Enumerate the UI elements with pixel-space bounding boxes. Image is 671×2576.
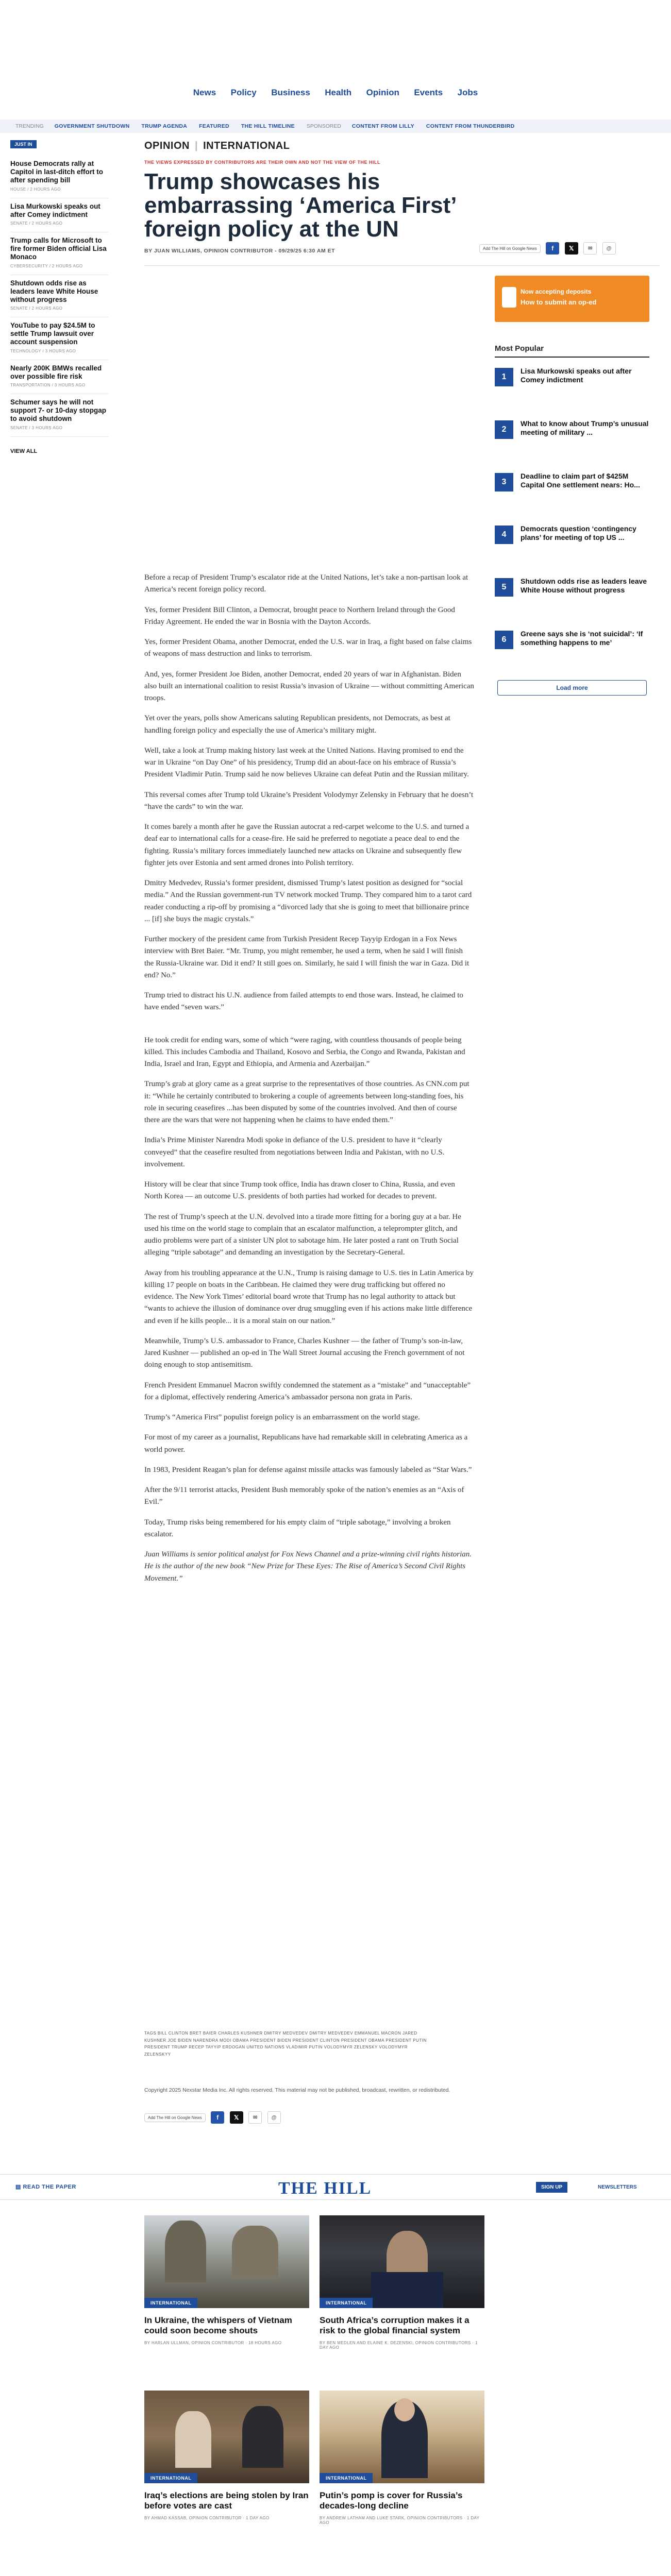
op-ed-promo[interactable] — [495, 276, 649, 322]
most-popular-item[interactable] — [495, 471, 649, 507]
paragraph: And, yes, former President Joe Biden, another Democrat, ended 20 years of war in Afghanistan. Biden also built an international coalition to resist Russia’s invasion of Ukraine — without committing American troops. — [144, 670, 474, 702]
trending-item[interactable]: GOVERNMENT SHUTDOWN — [54, 123, 130, 129]
story-image[interactable] — [144, 2215, 309, 2308]
paragraph: Yes, former President Obama, another Democrat, ended the U.S. war in Iraq, a fight based on false claims of weapons of mass destruction and links to terrorism. — [144, 638, 472, 658]
paragraph: After the 9/11 terrorist attacks, President Bush memorably spoke of the nation’s enemies as an “Axis of Evil.” — [144, 1486, 464, 1506]
breadcrumb-section[interactable]: OPINION — [144, 140, 190, 151]
most-popular-link[interactable]: Deadline to claim part of $425M Capital One settlement nears: Ho... — [521, 472, 640, 489]
newspaper-icon: ▤ — [15, 2184, 23, 2190]
story-image[interactable] — [144, 2391, 309, 2483]
tags-list[interactable]: TAGS BILL CLINTON BRET BAIER CHARLES KUSHNER DMITRY MEDVEDEV DMITRY MEDVEDEV EMMANUEL MACRON JARED KUSHNER JOE BIDEN NARENDRA MODI OBAMA PRESIDENT BIDEN PRESIDENT CLINTON PRESIDENT OBAMA PRESIDENT PUTIN PRESIDENT TRUMP RECEP TAYYIP ERDOGAN UNITED NATIONS VLADIMIR PUTIN VOLODYMYR ZELENSKY VOLODYMYR ZELENSKYY — [144, 2031, 427, 2057]
rank-number: 1 — [495, 368, 513, 386]
divider — [144, 265, 660, 266]
rail-item[interactable] — [10, 275, 108, 318]
story-title[interactable]: Putin’s pomp is cover for Russia’s decades-long decline — [320, 2490, 463, 2511]
story-badge: INTERNATIONAL — [144, 2473, 197, 2483]
page-title: Trump showcases his embarrassing ‘America First’ foreign policy at the UN — [144, 169, 456, 242]
read-paper-label: READ THE PAPER — [23, 2184, 76, 2190]
sms-share-icon[interactable]: ✉ — [583, 242, 597, 255]
rail-item-title[interactable]: House Democrats rally at Capitol in last-ditch effort to after spending bill — [10, 160, 103, 184]
trending-label: TRENDING — [15, 123, 44, 129]
story-photo-shape — [394, 2398, 415, 2421]
rail-item-meta: TECHNOLOGY / 3 HOURS AGO — [10, 348, 76, 353]
paragraph: It comes barely a month after he gave the Russian autocrat a red-carpet welcome to the U.S. and turned a deaf ear to international calls for a cease-fire. He said he preferred to negotiate a peace deal to end the fighting. Russia’s military forces immediately launched new attacks on Ukraine and subsequently flew fighter jets over Estonia and sent armed drones into Polish territory. — [144, 823, 469, 867]
email-share-icon[interactable]: @ — [602, 242, 616, 255]
story-image[interactable] — [320, 2215, 484, 2308]
opinion-disclaimer: THE VIEWS EXPRESSED BY CONTRIBUTORS ARE THEIR OWN AND NOT THE VIEW OF THE HILL — [144, 160, 381, 165]
story-meta: BY BEN MEDLEN AND ELAINE K. DEZENSKI, OPINION CONTRIBUTORS · 1 DAY AGO — [320, 2340, 478, 2350]
breadcrumb-subsection[interactable]: INTERNATIONAL — [203, 140, 290, 151]
story-badge: INTERNATIONAL — [320, 2473, 373, 2483]
story-card[interactable] — [320, 2215, 484, 2350]
trending-item[interactable]: THE HILL TIMELINE — [241, 123, 295, 129]
most-popular-item[interactable] — [495, 576, 649, 612]
most-popular-item[interactable] — [495, 366, 649, 402]
paragraph: India’s Prime Minister Narendra Modi spoke in defiance of the U.S. president to have it “clearly conveyed” that the ceasefire resulted from negotiations between India and Pakistan, with no U.S. involvement. — [144, 1136, 445, 1168]
nav-policy[interactable]: Policy — [230, 88, 257, 97]
most-popular-item[interactable] — [495, 418, 649, 454]
read-paper-link[interactable] — [15, 2183, 76, 2190]
paragraph: Today, Trump risks being remembered for his empty claim of “triple sabotage,” involving a broken escalator. — [144, 1518, 451, 1538]
story-card[interactable] — [144, 2391, 309, 2520]
story-photo-shape — [175, 2411, 211, 2468]
nav-events[interactable]: Events — [414, 88, 443, 97]
rank-number: 4 — [495, 526, 513, 544]
nav-health[interactable]: Health — [325, 88, 352, 97]
story-title[interactable]: South Africa’s corruption makes it a risk to the global financial system — [320, 2315, 469, 2336]
story-title[interactable]: In Ukraine, the whispers of Vietnam could soon become shouts — [144, 2315, 292, 2336]
story-badge: INTERNATIONAL — [320, 2298, 373, 2308]
paragraph: Yet over the years, polls show Americans saluting Republican presidents, not Democrats, as best at handling foreign policy and especially the use of America’s military might. — [144, 714, 450, 735]
paragraph: Well, take a look at Trump making history last week at the United Nations. Having promised to end the war in Ukraine “on Day One” of his presidency, Trump did an about-face on his embrace of Russia’s President Vladimir Putin. Trump said he now believes Ukraine can defeat Putin and the Russian military. — [144, 746, 469, 779]
author-bio: Juan Williams is senior political analyst for Fox News Channel and a prize-winning civil rights historian. He is the author of the new book “New Prize for These Eyes: The Rise of America’s Second Civil Rights Movement.” — [144, 1550, 472, 1583]
just-in-rail — [10, 139, 108, 454]
x-share-icon[interactable]: 𝕏 — [230, 2111, 243, 2124]
paragraph: The rest of Trump’s speech at the U.N. devolved into a tirade more fitting for a boring guy at a bar. He used his time on the world stage to complain that an escalator malfunction, a teleprompter glitch, and audio problems were part of a sinister UN plot to sabotage him. He later posted a rant on Truth Social alleging “triple sabotage” and demanding an investigation by the Secretary-General. — [144, 1212, 461, 1257]
story-meta: BY ANDREW LATHAM AND LUKE STARK, OPINION CONTRIBUTORS · 1 DAY AGO — [320, 2515, 480, 2525]
trending-item[interactable]: FEATURED — [199, 123, 229, 129]
paragraph: Before a recap of President Trump’s escalator ride at the United Nations, let’s take a non-partisan look at America’s recent foreign policy record. — [144, 573, 468, 594]
nav-business[interactable]: Business — [271, 88, 310, 97]
paragraph: This reversal comes after Trump told Ukraine’s President Volodymyr Zelensky in February that he doesn’t “have the cards” to win the war. — [144, 790, 474, 811]
share-bar — [479, 242, 660, 258]
rail-item-title[interactable]: Trump calls for Microsoft to fire former Biden official Lisa Monaco — [10, 236, 107, 261]
facebook-share-icon[interactable]: f — [211, 2111, 224, 2124]
rail-item-meta: TRANSPORTATION / 3 HOURS AGO — [10, 383, 86, 387]
story-meta: BY HARLAN ULLMAN, OPINION CONTRIBUTOR · 18 HOURS AGO — [144, 2340, 282, 2345]
most-popular-title: Most Popular — [495, 344, 544, 353]
sponsored-item[interactable]: CONTENT FROM LILLY — [351, 123, 414, 129]
divider — [495, 357, 649, 358]
sponsored-label: SPONSORED — [306, 123, 341, 129]
article-body — [144, 572, 474, 1593]
load-more-button[interactable]: Load more — [497, 680, 647, 696]
story-image[interactable] — [320, 2391, 484, 2483]
rail-item-title[interactable]: YouTube to pay $24.5M to settle Trump lawsuit over account suspension — [10, 321, 95, 346]
facebook-share-icon[interactable]: f — [546, 242, 559, 255]
rank-number: 6 — [495, 631, 513, 649]
rail-item[interactable] — [10, 198, 108, 232]
paragraph: Meanwhile, Trump’s U.S. ambassador to France, Charles Kushner — the father of Trump’s son-in-law, Jared Kushner — published an op-ed in The Wall Street Journal accusing the French government of not doing enough to stop antisemitism. — [144, 1336, 465, 1369]
rail-item[interactable] — [10, 360, 108, 394]
paragraph: Trump tried to distract his U.N. audience from failed attempts to end those wars. Instead, he claimed to have ended “seven wars.” — [144, 991, 463, 1012]
rail-item-title[interactable]: Schumer says he will not support 7- or 10-day stopgap to avoid shutdown — [10, 398, 107, 423]
trending-bar — [0, 120, 671, 133]
sponsored-item[interactable]: CONTENT FROM THUNDERBIRD — [426, 123, 515, 129]
rail-item-meta: CYBERSECURITY / 2 HOURS AGO — [10, 263, 83, 268]
main-nav — [0, 88, 671, 108]
byline: BY JUAN WILLIAMS, OPINION CONTRIBUTOR - 09/29/25 6:30 AM ET — [144, 248, 336, 254]
rail-item[interactable] — [10, 156, 108, 198]
just-in-badge: JUST IN — [10, 140, 37, 148]
x-share-icon[interactable]: 𝕏 — [565, 242, 578, 255]
paragraph: Further mockery of the president came from Turkish President Recep Tayyip Erdogan in a Fox News interview with Bret Baier. “Mr. Trump, you might remember, he used a term, when he said I will finish the Russia-Ukraine war. Did it end? It still goes on. Similarly, he said I will finish the war in Gaza. Did it end? No.” — [144, 935, 469, 979]
rail-item-meta: SENATE / 2 HOURS AGO — [10, 221, 63, 226]
story-photo-shape — [242, 2406, 283, 2468]
story-badge: INTERNATIONAL — [144, 2298, 197, 2308]
promo-line2[interactable]: How to submit an op-ed — [521, 298, 597, 306]
breadcrumb-separator: | — [194, 140, 198, 151]
nav-news[interactable]: News — [193, 88, 216, 97]
breadcrumb — [144, 140, 290, 152]
sign-up-button[interactable]: SIGN UP — [536, 2182, 567, 2193]
rail-item-title[interactable]: Lisa Murkowski speaks out after Comey indictment — [10, 202, 100, 218]
rank-number: 3 — [495, 473, 513, 492]
rail-item[interactable] — [10, 317, 108, 360]
sms-share-icon[interactable]: ✉ — [248, 2111, 262, 2124]
story-card[interactable] — [320, 2391, 484, 2525]
story-meta: BY AHMAD KASSAB, OPINION CONTRIBUTOR · 1 DAY AGO — [144, 2515, 270, 2520]
newsletters-link[interactable]: NEWSLETTERS — [598, 2184, 637, 2190]
rail-item-title[interactable]: Nearly 200K BMWs recalled over possible fire risk — [10, 364, 102, 380]
most-popular-item[interactable] — [495, 629, 649, 665]
paragraph: For most of my career as a journalist, Republicans have had remarkable skill in celebrating America as a world power. — [144, 1433, 468, 1454]
most-popular-link[interactable]: What to know about Trump’s unusual meeting of military ... — [521, 419, 649, 436]
paragraph: French President Emmanuel Macron swiftly condemned the statement as a “mistake” and “unacceptable” for a diplomat, effectively rendering America’s ambassador persona non grata in Paris. — [144, 1381, 471, 1401]
rail-item-meta: SENATE / 3 HOURS AGO — [10, 425, 63, 430]
google-news-badge[interactable]: Add The Hill on Google News — [144, 2113, 206, 2122]
nav-opinion[interactable]: Opinion — [366, 88, 399, 97]
most-popular-link[interactable]: Greene says she is ‘not suicidal’: ‘If something happens to me’ — [521, 630, 643, 647]
story-photo-shape — [165, 2221, 206, 2282]
footer-bar — [0, 2174, 671, 2200]
promo-line1: Now accepting deposits — [521, 288, 592, 295]
nav-jobs[interactable]: Jobs — [457, 88, 478, 97]
story-title[interactable]: Iraq’s elections are being stolen by Iran before votes are cast — [144, 2490, 309, 2511]
rank-number: 2 — [495, 420, 513, 439]
rail-item[interactable] — [10, 232, 108, 275]
view-all-link[interactable]: VIEW ALL — [10, 448, 38, 454]
paragraph: Dmitry Medvedev, Russia’s former president, dismissed Trump’s latest position as designed for “social media.” And the Russian government-run TV network mocked Trump. They compared him to a tarot card reader conducting a rip-off by promising a “divorced lady that she is going to meet that billionaire prince ... [if] she buys the magic crystals.” — [144, 879, 472, 923]
story-photo-shape — [232, 2226, 278, 2277]
paragraph: History will be clear that since Trump took office, India has drawn closer to China, Russia, and even North Korea — an outcome U.S. presidents of both parties had worked for decades to prevent. — [144, 1180, 455, 1201]
most-popular-link[interactable]: Shutdown odds rise as leaders leave White House without progress — [521, 577, 647, 594]
most-popular-item[interactable] — [495, 523, 649, 560]
paragraph: In 1983, President Reagan’s plan for defense against missile attacks was famously labeled as “Star Wars.” — [144, 1465, 472, 1474]
story-photo-shape — [371, 2272, 443, 2308]
rail-item[interactable] — [10, 394, 108, 437]
share-bar-bottom — [144, 2111, 281, 2127]
most-popular-link[interactable]: Democrats question ‘contingency plans’ for meeting of top US ... — [521, 524, 636, 541]
rail-item-title[interactable]: Shutdown odds rise as leaders leave White House without progress — [10, 279, 98, 303]
most-popular-link[interactable]: Lisa Murkowski speaks out after Comey indictment — [521, 367, 632, 384]
trending-item[interactable]: TRUMP AGENDA — [141, 123, 188, 129]
paragraph: Yes, former President Bill Clinton, a Democrat, brought peace to Northern Ireland through the Good Friday Agreement. He ended the war in Bosnia with the Dayton Accords. — [144, 605, 455, 626]
site-logo[interactable]: THE HILL — [278, 2179, 372, 2198]
paragraph: Away from his troubling appearance at the U.N., Trump is raising damage to U.S. ties in Latin America by killing 17 people on boats in the Caribbean. He claimed they were drug trafficking but offered no evidence. The New York Times’ editorial board wrote that Trump has no legal authority to attack but “wants to achieve the illusion of dominance over drug smuggling even if his actions make little difference and even if he kills people... it is a moral stain on our nation.” — [144, 1268, 474, 1325]
rank-number: 5 — [495, 578, 513, 597]
promo-logo-icon — [502, 287, 516, 308]
paragraph: Trump’s “America First” populist foreign policy is an embarrassment on the world stage. — [144, 1413, 420, 1421]
copyright-notice: Copyright 2025 Nexstar Media Inc. All rights reserved. This material may not be published, broadcast, rewritten, or redistributed. — [144, 2087, 450, 2093]
google-news-badge[interactable]: Add The Hill on Google News — [479, 244, 541, 253]
paragraph: Trump’s grab at glory came as a great surprise to the representatives of those countries. As CNN.com put it: “While he certainly contributed to brokering a couple of agreements between long-standing foes, his role in securing ceasefires ...has been disputed by some of the countries involved. And then of course there are the wars that were not happening when he claims to have ended them.” — [144, 1080, 469, 1124]
rail-item-meta: HOUSE / 2 HOURS AGO — [10, 187, 61, 192]
email-share-icon[interactable]: @ — [267, 2111, 281, 2124]
rail-item-meta: SENATE / 2 HOURS AGO — [10, 306, 63, 311]
story-card[interactable] — [144, 2215, 309, 2345]
paragraph: He took credit for ending wars, some of which “were raging, with countless thousands of people being killed. This includes Cambodia and Thailand, Kosovo and Serbia, the Congo and Rwanda, Pakistan and India, Israel and Iran, Egypt and Ethiopia, and Armenia and Azerbaijan.” — [144, 1036, 465, 1068]
